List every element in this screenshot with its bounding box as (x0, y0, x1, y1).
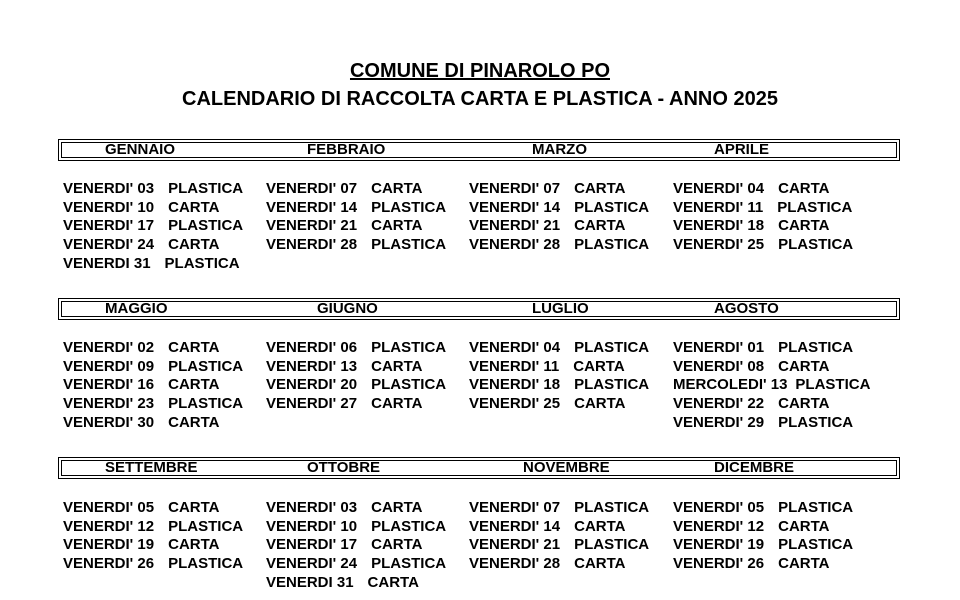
collection-entry (266, 376, 446, 395)
collection-entry (469, 376, 649, 395)
collection-day: VENERDI' 16 (63, 376, 155, 394)
collection-day: VENERDI' 02 (63, 339, 155, 356)
collection-day: VENERDI' 07 (469, 499, 561, 516)
collection-entry (469, 555, 649, 574)
collection-type: PLASTICA (778, 413, 854, 431)
collection-entry (673, 236, 853, 255)
collection-day: VENERDI' 19 (673, 536, 765, 554)
collection-type: PLASTICA (574, 376, 650, 394)
month-schedule-agosto (673, 339, 870, 432)
collection-entry (469, 217, 649, 236)
collection-type: CARTA (573, 357, 625, 375)
month-schedule-maggio (63, 339, 243, 432)
collection-type: CARTA (574, 395, 626, 413)
collection-type: PLASTICA (371, 376, 447, 394)
collection-type: CARTA (168, 499, 220, 516)
collection-entry (266, 395, 446, 414)
collection-entry (266, 518, 446, 537)
month-label: MARZO (532, 141, 587, 158)
collection-type: CARTA (168, 339, 220, 356)
collection-day: VENERDI' 12 (673, 517, 765, 535)
collection-type: CARTA (574, 555, 626, 573)
collection-day: VENERDI' 14 (469, 198, 561, 216)
collection-entry (469, 358, 649, 377)
collection-day: VENERDI' 03 (266, 499, 358, 516)
collection-entry (673, 376, 870, 395)
municipality-title (0, 60, 960, 83)
collection-day: VENERDI' 18 (469, 376, 561, 394)
collection-day: VENERDI' 04 (469, 339, 561, 356)
collection-entry (266, 555, 446, 574)
month-schedule-novembre (469, 499, 649, 574)
collection-day: VENERDI 31 (266, 573, 354, 591)
collection-type: PLASTICA (168, 357, 244, 375)
collection-day: VENERDI' 28 (469, 555, 561, 573)
month-label: GENNAIO (105, 141, 176, 158)
collection-type: PLASTICA (574, 236, 650, 254)
collection-type: CARTA (574, 217, 626, 235)
collection-type: PLASTICA (574, 536, 650, 554)
collection-entry (63, 339, 243, 358)
collection-entry (63, 358, 243, 377)
collection-entry (266, 180, 446, 199)
collection-type: CARTA (371, 499, 423, 516)
collection-entry (673, 536, 853, 555)
collection-entry (673, 414, 870, 433)
collection-entry (266, 499, 446, 518)
month-schedule-giugno (266, 339, 446, 414)
collection-day: VENERDI' 28 (266, 236, 358, 254)
collection-day: VENERDI' 29 (673, 413, 765, 431)
month-header-band (58, 457, 900, 479)
collection-entry (673, 358, 870, 377)
collection-day: VENERDI' 11 (469, 357, 560, 375)
collection-entry (673, 199, 853, 218)
month-label: OTTOBRE (307, 459, 381, 476)
collection-day: VENERDI' 25 (673, 236, 765, 254)
collection-type: PLASTICA (168, 395, 244, 413)
month-label: GIUGNO (317, 300, 378, 317)
month-header-band (58, 139, 900, 161)
month-label: DICEMBRE (714, 459, 795, 476)
month-label: AGOSTO (714, 300, 779, 317)
collection-type: PLASTICA (371, 517, 447, 535)
collection-type: CARTA (778, 217, 830, 235)
collection-entry (63, 395, 243, 414)
month-label: APRILE (714, 141, 770, 158)
collection-type: CARTA (778, 395, 830, 413)
collection-entry (63, 236, 243, 255)
collection-day: MERCOLEDI' 13 (673, 376, 788, 394)
collection-type: CARTA (371, 536, 423, 554)
collection-day: VENERDI' 17 (266, 536, 358, 554)
month-schedule-gennaio (63, 180, 243, 273)
collection-day: VENERDI' 01 (673, 339, 765, 356)
month-label: SETTEMBRE (105, 459, 198, 476)
collection-type: PLASTICA (371, 555, 447, 573)
collection-type: CARTA (168, 236, 220, 254)
collection-entry (469, 499, 649, 518)
collection-day: VENERDI' 21 (266, 217, 358, 235)
collection-day: VENERDI' 17 (63, 217, 155, 235)
collection-day: VENERDI' 27 (266, 395, 358, 413)
month-schedule-febbraio (266, 180, 446, 255)
collection-day: VENERDI' 03 (63, 180, 155, 197)
collection-type: CARTA (367, 573, 419, 591)
collection-entry (469, 395, 649, 414)
collection-entry (266, 217, 446, 236)
month-schedule-marzo (469, 180, 649, 255)
collection-day: VENERDI' 14 (469, 517, 561, 535)
collection-day: VENERDI' 05 (63, 499, 155, 516)
collection-day: VENERDI' 10 (63, 198, 155, 216)
month-schedule-luglio (469, 339, 649, 414)
collection-type: PLASTICA (168, 517, 244, 535)
collection-day: VENERDI' 07 (469, 180, 561, 197)
collection-day: VENERDI' 26 (673, 555, 765, 573)
collection-day: VENERDI' 19 (63, 536, 155, 554)
collection-entry (63, 518, 243, 537)
municipality-title-text: COMUNE DI PINAROLO PO (349, 60, 610, 82)
collection-type: PLASTICA (168, 555, 244, 573)
collection-type: CARTA (778, 555, 830, 573)
collection-day: VENERDI' 30 (63, 413, 155, 431)
collection-entry (673, 395, 870, 414)
collection-type: PLASTICA (574, 198, 650, 216)
collection-entry (673, 518, 853, 537)
collection-day: VENERDI' 24 (63, 236, 155, 254)
collection-entry (469, 180, 649, 199)
collection-entry (673, 499, 853, 518)
month-schedule-settembre (63, 499, 243, 574)
collection-type: CARTA (778, 517, 830, 535)
collection-type: CARTA (168, 413, 220, 431)
collection-type: CARTA (168, 536, 220, 554)
collection-type: CARTA (778, 180, 830, 197)
collection-type: CARTA (574, 180, 626, 197)
collection-entry (469, 536, 649, 555)
collection-entry (266, 574, 446, 593)
collection-entry (266, 199, 446, 218)
collection-entry (673, 339, 870, 358)
collection-entry (63, 376, 243, 395)
collection-day: VENERDI' 10 (266, 517, 358, 535)
collection-entry (673, 555, 853, 574)
collection-type: PLASTICA (371, 236, 447, 254)
collection-day: VENERDI' 08 (673, 357, 765, 375)
collection-type: CARTA (574, 517, 626, 535)
collection-entry (63, 555, 243, 574)
collection-type: PLASTICA (371, 198, 447, 216)
collection-day: VENERDI' 24 (266, 555, 358, 573)
collection-type: PLASTICA (778, 536, 854, 554)
collection-day: VENERDI' 28 (469, 236, 561, 254)
collection-entry (673, 217, 853, 236)
month-label: LUGLIO (532, 300, 589, 317)
collection-type: CARTA (168, 376, 220, 394)
collection-type: PLASTICA (168, 180, 244, 197)
collection-entry (469, 199, 649, 218)
collection-day: VENERDI' 06 (266, 339, 358, 356)
collection-day: VENERDI' 04 (673, 180, 765, 197)
collection-type: PLASTICA (778, 236, 854, 254)
month-schedule-ottobre (266, 499, 446, 592)
collection-entry (63, 414, 243, 433)
collection-type: CARTA (778, 357, 830, 375)
collection-type: PLASTICA (371, 339, 447, 356)
collection-entry (469, 236, 649, 255)
collection-day: VENERDI' 25 (469, 395, 561, 413)
collection-type: CARTA (371, 180, 423, 197)
month-header-band (58, 298, 900, 320)
collection-type: CARTA (371, 357, 423, 375)
collection-entry (266, 339, 446, 358)
collection-day: VENERDI' 12 (63, 517, 155, 535)
month-schedule-aprile (673, 180, 853, 255)
collection-day: VENERDI' 20 (266, 376, 358, 394)
collection-entry (63, 217, 243, 236)
collection-entry (63, 180, 243, 199)
collection-type: PLASTICA (574, 339, 650, 356)
month-label: FEBBRAIO (307, 141, 386, 158)
collection-entry (266, 536, 446, 555)
collection-day: VENERDI' 07 (266, 180, 358, 197)
collection-entry (63, 255, 243, 274)
collection-entry (469, 518, 649, 537)
collection-type: CARTA (371, 217, 423, 235)
calendar-title: CALENDARIO DI RACCOLTA CARTA E PLASTICA - ANNO 2025 (182, 88, 778, 110)
collection-type: PLASTICA (778, 499, 854, 516)
collection-entry (63, 536, 243, 555)
collection-day: VENERDI 31 (63, 254, 151, 272)
collection-day: VENERDI' 09 (63, 357, 155, 375)
collection-type: CARTA (168, 198, 220, 216)
collection-entry (469, 339, 649, 358)
collection-day: VENERDI' 13 (266, 357, 358, 375)
collection-type: PLASTICA (777, 198, 853, 216)
collection-entry (63, 199, 243, 218)
collection-day: VENERDI' 14 (266, 198, 358, 216)
collection-type: PLASTICA (795, 376, 871, 394)
collection-day: VENERDI' 11 (673, 198, 764, 216)
collection-type: PLASTICA (778, 339, 854, 356)
collection-type: CARTA (371, 395, 423, 413)
collection-day: VENERDI' 05 (673, 499, 765, 516)
collection-day: VENERDI' 23 (63, 395, 155, 413)
collection-day: VENERDI' 26 (63, 555, 155, 573)
collection-type: PLASTICA (574, 499, 650, 516)
collection-day: VENERDI' 18 (673, 217, 765, 235)
month-label: NOVEMBRE (523, 459, 610, 476)
month-schedule-dicembre (673, 499, 853, 574)
collection-type: PLASTICA (164, 254, 240, 272)
collection-day: VENERDI' 22 (673, 395, 765, 413)
collection-day: VENERDI' 21 (469, 217, 561, 235)
month-label: MAGGIO (105, 300, 168, 317)
collection-day: VENERDI' 21 (469, 536, 561, 554)
collection-entry (63, 499, 243, 518)
collection-entry (673, 180, 853, 199)
collection-entry (266, 358, 446, 377)
collection-type: PLASTICA (168, 217, 244, 235)
collection-entry (266, 236, 446, 255)
